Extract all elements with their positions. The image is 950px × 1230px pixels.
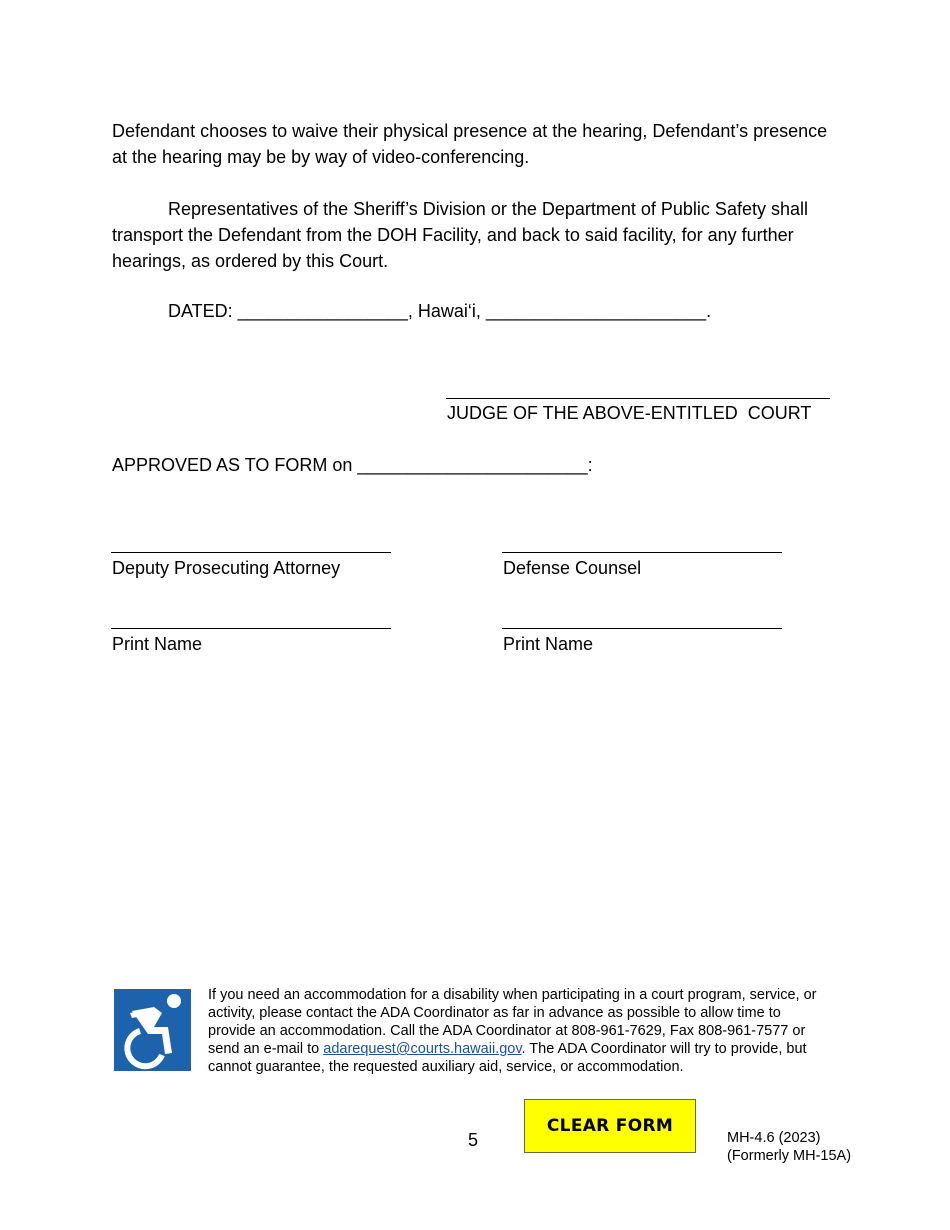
prosecutor-print-name-line	[111, 628, 391, 629]
page-number: 5	[468, 1130, 479, 1150]
waiver-paragraph: Defendant chooses to waive their physical presence at the hearing, Defendant’s presence at the hearing may be by way of video-conferencing.	[112, 121, 828, 167]
ada-notice	[208, 986, 828, 1076]
defense-signature-line	[502, 552, 782, 553]
defense-print-name-label: Print Name	[503, 634, 594, 654]
form-id: MH-4.6 (2023)	[727, 1130, 821, 1146]
form-identifier	[727, 1129, 851, 1165]
judge-signature-line	[446, 398, 830, 399]
defense-print-name-line	[502, 628, 782, 629]
accessibility-wheelchair-icon	[114, 989, 191, 1071]
prosecutor-label: Deputy Prosecuting Attorney	[112, 558, 341, 578]
ada-notice-text-end: . The ADA Coordinator will try to provide, but cannot guarantee, the requested auxiliary aid, service, or accommodation.	[208, 1041, 807, 1075]
defense-label: Defense Counsel	[503, 558, 642, 578]
formerly-id: (Formerly MH-15A)	[727, 1148, 852, 1164]
approved-as-to-form: APPROVED AS TO FORM on _______________________:	[112, 455, 593, 475]
clear-form-button[interactable]: CLEAR FORM	[524, 1099, 696, 1153]
ada-email-link[interactable]: adarequest@courts.hawaii.gov	[323, 1041, 522, 1057]
transport-paragraph: Representatives of the Sheriff’s Division or the Department of Public Safety shall transport the Defendant from the DOH Facility, and back to said facility, for any further hearings, as ordered by this Court.	[112, 199, 808, 271]
prosecutor-signature-line	[111, 552, 391, 553]
prosecutor-print-name-label: Print Name	[112, 634, 203, 654]
ada-notice-text: If you need an accommodation for a disability when participating in a court program, service, or activity, please contact the ADA Coordinator as far in advance as possible to allow time to provide an accommodation. Call the ADA Coordinator at 808-961-7629, Fax 808-961-7577 or send an e-mail to	[208, 987, 817, 1057]
dated-line: DATED: _________________, Hawai‘i, ______________________.	[168, 301, 712, 321]
judge-label: JUDGE OF THE ABOVE-ENTITLED COURT	[447, 403, 812, 423]
